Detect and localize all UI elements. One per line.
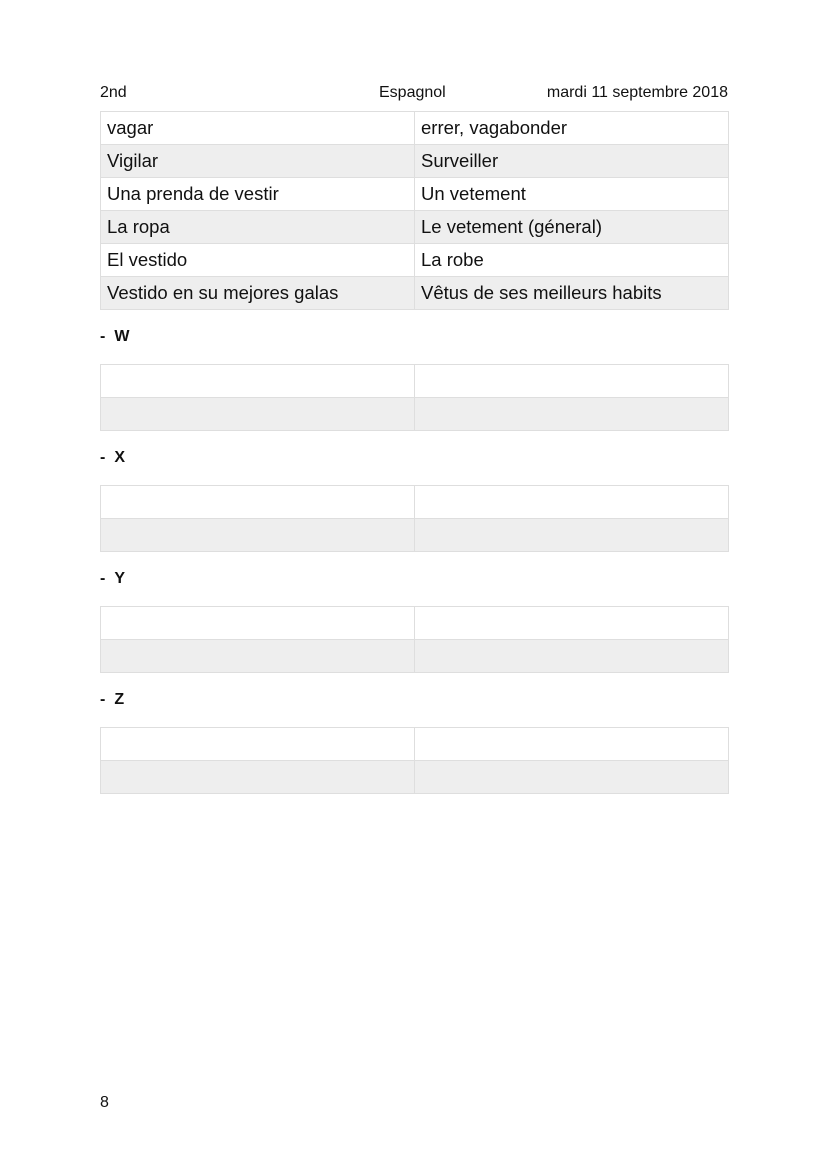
table-row [101,728,729,761]
table-row [101,640,729,673]
page-number: 8 [100,1094,109,1111]
section-dash: - [100,449,106,466]
empty-cell [415,398,729,431]
section-heading-w [100,328,129,346]
spanish-cell: El vestido [101,244,415,277]
empty-cell [415,486,729,519]
table-row [101,607,729,640]
header-level: 2nd [100,84,127,101]
empty-cell [415,761,729,794]
table-row [101,761,729,794]
section-heading-y [100,570,125,588]
empty-table-z [100,727,729,794]
page-header [100,84,728,104]
section-letter: X [114,449,125,466]
table-row [101,486,729,519]
section-heading-z [100,691,124,709]
empty-cell [415,519,729,552]
empty-cell [415,365,729,398]
spanish-cell: Una prenda de vestir [101,178,415,211]
empty-cell [101,365,415,398]
empty-cell [101,519,415,552]
header-date: mardi 11 septembre 2018 [546,84,728,101]
header-subject: Espagnol [379,84,446,101]
french-cell: errer, vagabonder [415,112,729,145]
empty-cell [101,486,415,519]
section-letter: Z [114,691,125,708]
empty-cell [101,398,415,431]
table-row [101,365,729,398]
table-row [101,178,729,211]
table-row [101,244,729,277]
empty-table-y [100,606,729,673]
section-letter: Y [114,570,125,587]
spanish-cell: vagar [101,112,415,145]
spanish-cell: La ropa [101,211,415,244]
french-cell: La robe [415,244,729,277]
spanish-cell: Vestido en su mejores galas [101,277,415,310]
table-row [101,519,729,552]
french-cell: Le vetement (géneral) [415,211,729,244]
table-row [101,145,729,178]
empty-cell [101,640,415,673]
table-row [101,211,729,244]
table-row [101,277,729,310]
table-row [101,112,729,145]
spanish-cell: Vigilar [101,145,415,178]
empty-cell [101,728,415,761]
table-row [101,398,729,431]
empty-cell [415,728,729,761]
section-dash: - [100,691,106,708]
section-dash: - [100,570,106,587]
empty-cell [101,761,415,794]
vocab-table [100,111,729,310]
french-cell: Surveiller [415,145,729,178]
french-cell: Un vetement [415,178,729,211]
empty-cell [101,607,415,640]
section-heading-x [100,449,125,467]
french-cell: Vêtus de ses meilleurs habits [415,277,729,310]
empty-cell [415,607,729,640]
empty-table-x [100,485,729,552]
empty-cell [415,640,729,673]
section-dash: - [100,328,106,345]
section-letter: W [114,328,130,345]
empty-table-w [100,364,729,431]
